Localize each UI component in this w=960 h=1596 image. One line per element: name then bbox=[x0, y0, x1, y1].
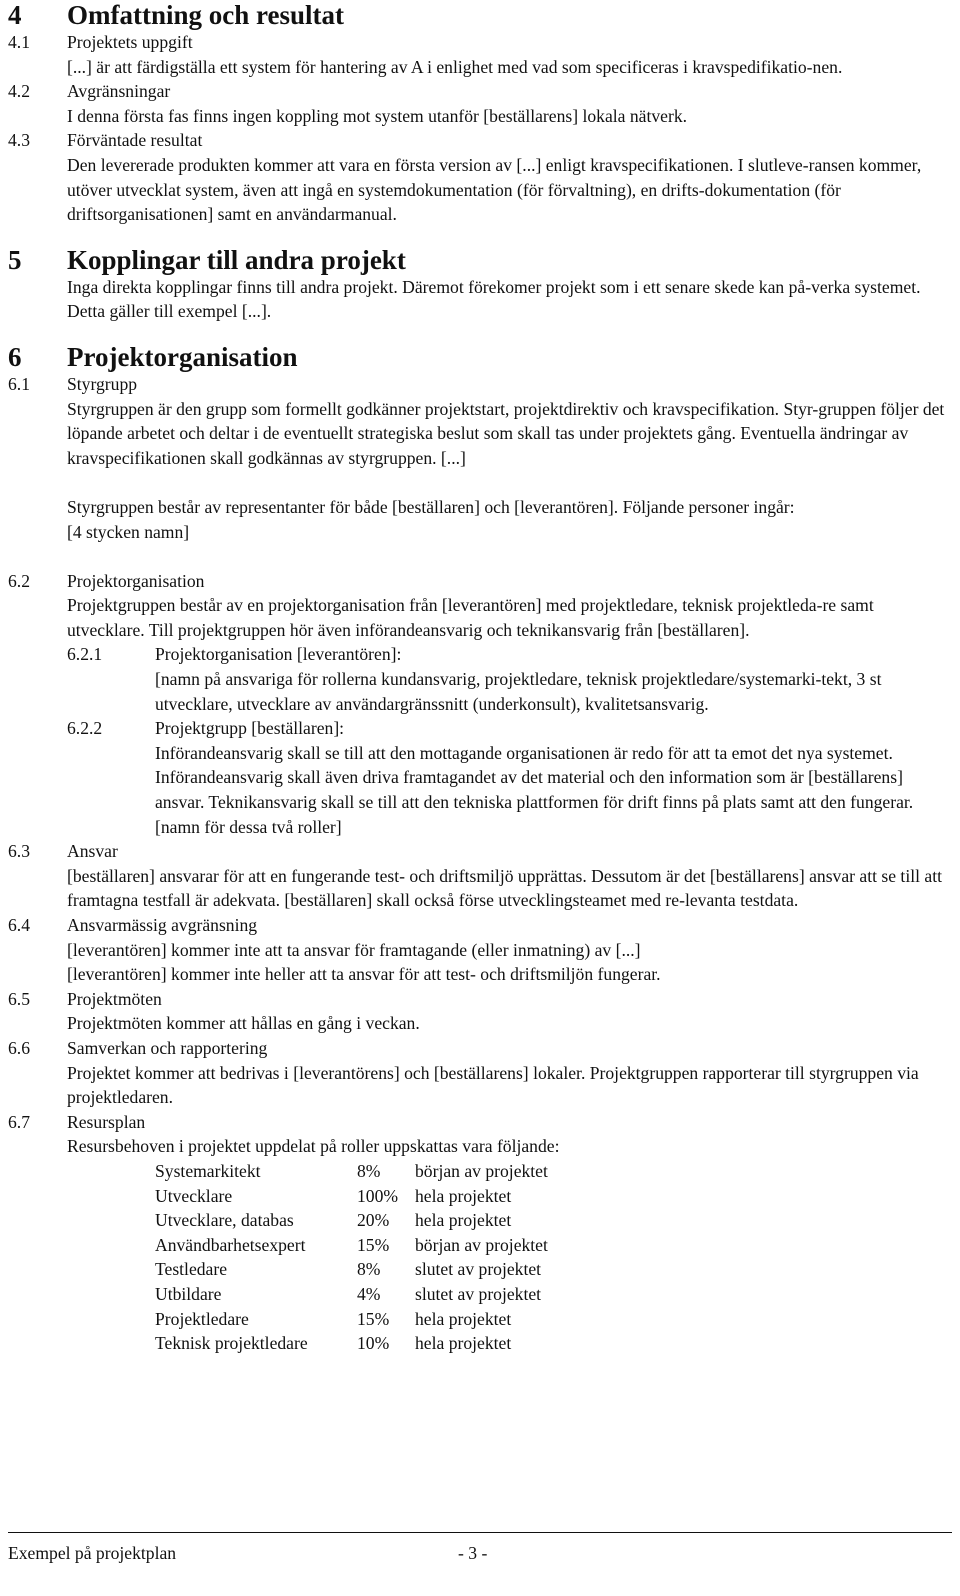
table-row bbox=[155, 1257, 548, 1282]
section-title: Omfattning och resultat bbox=[67, 0, 344, 30]
section-6-heading bbox=[8, 342, 952, 372]
role-cell: Användbarhetsexpert bbox=[155, 1234, 306, 1255]
paragraph: Styrgruppen består av representanter för både [beställaren] och [leverantören]. Följande personer ingår: bbox=[67, 496, 795, 517]
table-row bbox=[155, 1233, 548, 1258]
subsection-number: 6.3 bbox=[8, 841, 30, 862]
paragraph: [beställaren] ansvarar för att en fungerande test- och driftsmiljö upprättas. Dessutom är det [beställarens] ansvar att se till att framtagna testfall är adekvata. [beställaren] skall också förse utvecklingsteamet med re-levanta testdata. bbox=[67, 865, 942, 911]
paragraph: Styrgruppen är den grupp som formellt godkänner projektstart, projektdirektiv och kravspecifikation. Styr-gruppen följer det löpande arbetet och deltar i de eventuellt strategiska beslut som skall tas under projektets gång. Eventuella ändringar av kravspecifikationen skall godkännas av styrgruppen. [...] bbox=[67, 398, 945, 468]
period-cell: slutet av projektet bbox=[415, 1283, 542, 1304]
subsection-6-5 bbox=[8, 987, 952, 1036]
role-cell: Projektledare bbox=[155, 1308, 249, 1329]
role-cell: Utvecklare, databas bbox=[155, 1210, 294, 1231]
paragraph: Projektmöten kommer att hållas en gång i veckan. bbox=[67, 1013, 420, 1034]
subsection-4-1 bbox=[8, 30, 952, 79]
subsection-4-2 bbox=[8, 79, 952, 128]
table-row bbox=[155, 1159, 548, 1184]
subsection-number: 6.7 bbox=[8, 1111, 30, 1132]
period-cell: hela projektet bbox=[415, 1185, 512, 1206]
table-row bbox=[155, 1331, 548, 1356]
period-cell: hela projektet bbox=[415, 1333, 512, 1354]
section-title: Kopplingar till andra projekt bbox=[67, 244, 406, 275]
subsection-6-2-1 bbox=[67, 642, 952, 716]
paragraph: Den levererade produkten kommer att vara en första version av [...] enligt kravspecifikationen. I slutleve-ransen kommer, utöver utvecklat system, även att ingå en systemdokumentation (för förvaltning), en drifts-dokumentation (för driftsorganisationen] samt en användarmanual. bbox=[67, 154, 922, 225]
paragraph: [...] är att färdigställa ett system för hantering av A i enlighet med vad som specificeras i kravspedifikatio-nen. bbox=[67, 56, 843, 77]
paragraph: Projektgruppen består av en projektorganisation från [leverantören] med projektledare, teknisk projektleda-re samt utvecklare. Till projektgruppen hör även införandeansvarig och teknikansvarig från [beställaren]. bbox=[67, 595, 874, 640]
subsection-title: Ansvarmässig avgränsning bbox=[67, 915, 258, 935]
paragraph: Projektet kommer att bedrivas i [leverantörens] och [beställarens] lokaler. Projektgruppen rapporterar till styrgruppen via projektledaren. bbox=[67, 1062, 919, 1108]
subsection-title: Projektorganisation [leverantören]: bbox=[155, 644, 402, 665]
document-page bbox=[8, 0, 952, 1563]
resource-table bbox=[155, 1159, 548, 1356]
subsection-4-3 bbox=[8, 128, 952, 226]
subsection-6-3 bbox=[8, 839, 952, 913]
role-cell: Utbildare bbox=[155, 1283, 222, 1304]
subsection-number: 6.1 bbox=[8, 373, 30, 394]
subsection-6-6 bbox=[8, 1036, 952, 1110]
percent-cell: 10% bbox=[357, 1333, 390, 1354]
percent-cell: 20% bbox=[357, 1210, 390, 1231]
percent-cell: 15% bbox=[357, 1308, 390, 1329]
subsection-title: Projektmöten bbox=[67, 988, 162, 1009]
paragraph: Resursbehoven i projektet uppdelat på roller uppskattas vara följande: bbox=[67, 1136, 560, 1157]
subsection-6-2 bbox=[8, 569, 952, 643]
section-number: 5 bbox=[8, 244, 22, 275]
paragraph: [4 stycken namn] bbox=[67, 521, 190, 542]
percent-cell: 8% bbox=[357, 1259, 381, 1280]
paragraph: [leverantören] kommer inte heller att ta ansvar för att test- och driftsmiljön fungerar. bbox=[67, 964, 661, 985]
role-cell: Systemarkitekt bbox=[155, 1160, 261, 1181]
section-5-heading bbox=[8, 245, 952, 275]
table-row bbox=[155, 1208, 548, 1233]
paragraph: [leverantören] kommer inte att ta ansvar för framtagande (eller inmatning) av [...] bbox=[67, 939, 641, 960]
page-number: - 3 - bbox=[458, 1543, 488, 1563]
subsection-title: Resursplan bbox=[67, 1111, 146, 1132]
subsection-title: Projektets uppgift bbox=[67, 32, 193, 52]
subsection-number: 6.2.2 bbox=[67, 718, 103, 739]
role-cell: Testledare bbox=[155, 1259, 228, 1280]
subsection-number: 6.5 bbox=[8, 988, 30, 1009]
subsection-number: 6.4 bbox=[8, 915, 30, 935]
percent-cell: 4% bbox=[357, 1283, 381, 1304]
subsection-6-7 bbox=[8, 1110, 952, 1356]
paragraph: I denna första fas finns ingen koppling mot system utanför [beställarens] lokala nätverk. bbox=[67, 105, 688, 126]
subsection-number: 6.6 bbox=[8, 1037, 30, 1058]
section-number: 6 bbox=[8, 341, 22, 372]
subsection-number: 4.3 bbox=[8, 130, 30, 151]
paragraph: Införandeansvarig skall se till att den mottagande organisationen är redo för att ta emot det nya systemet. Införandeansvarig skall även driva framtagandet av det material och den information som är [beställarens] ansvar. Teknikansvarig skall se till att den tekniska plattformen för drift finns på plats samt att den fungerar. bbox=[155, 742, 914, 813]
percent-cell: 15% bbox=[357, 1234, 390, 1255]
period-cell: slutet av projektet bbox=[415, 1259, 542, 1280]
table-row bbox=[155, 1307, 548, 1332]
paragraph: [namn på ansvariga för rollerna kundansvarig, projektledare, teknisk projektledare/systemarki-tekt, 3 st utvecklare, utvecklare av användargränssnitt (underkonsult), kvalitetsansvarig. bbox=[155, 669, 882, 714]
subsection-number: 4.1 bbox=[8, 32, 30, 52]
subsection-title: Ansvar bbox=[67, 841, 118, 862]
page-footer bbox=[8, 1532, 952, 1566]
section-5-body bbox=[8, 275, 952, 324]
section-4-heading bbox=[8, 0, 952, 30]
role-cell: Teknisk projektledare bbox=[155, 1333, 308, 1354]
role-cell: Utvecklare bbox=[155, 1185, 233, 1206]
table-row bbox=[155, 1282, 548, 1307]
section-number: 4 bbox=[8, 0, 22, 30]
period-cell: början av projektet bbox=[415, 1160, 548, 1181]
period-cell: början av projektet bbox=[415, 1234, 548, 1255]
percent-cell: 8% bbox=[357, 1160, 381, 1181]
percent-cell: 100% bbox=[357, 1185, 399, 1206]
table-row bbox=[155, 1184, 548, 1209]
subsection-number: 6.2 bbox=[8, 570, 30, 591]
period-cell: hela projektet bbox=[415, 1308, 512, 1329]
subsection-6-2-2 bbox=[67, 716, 952, 839]
subsection-title: Projektgrupp [beställaren]: bbox=[155, 718, 345, 739]
paragraph: Inga direkta kopplingar finns till andra projekt. Däremot förekomer projekt som i ett senare skede kan på-verka systemet. Detta gäller till exempel [...]. bbox=[67, 276, 921, 322]
subsection-title: Projektorganisation bbox=[67, 570, 205, 591]
subsection-title: Förväntade resultat bbox=[67, 130, 203, 151]
subsection-6-4 bbox=[8, 913, 952, 987]
subsection-title: Styrgrupp bbox=[67, 373, 138, 394]
subsection-number: 4.2 bbox=[8, 81, 30, 102]
paragraph: [namn för dessa två roller] bbox=[155, 816, 342, 837]
period-cell: hela projektet bbox=[415, 1210, 512, 1231]
section-title: Projektorganisation bbox=[67, 341, 298, 372]
subsection-title: Samverkan och rapportering bbox=[67, 1037, 268, 1058]
subsection-6-1 bbox=[8, 372, 952, 569]
subsection-number: 6.2.1 bbox=[67, 644, 103, 665]
subsection-title: Avgränsningar bbox=[67, 81, 171, 102]
footer-title: Exempel på projektplan bbox=[8, 1543, 177, 1563]
